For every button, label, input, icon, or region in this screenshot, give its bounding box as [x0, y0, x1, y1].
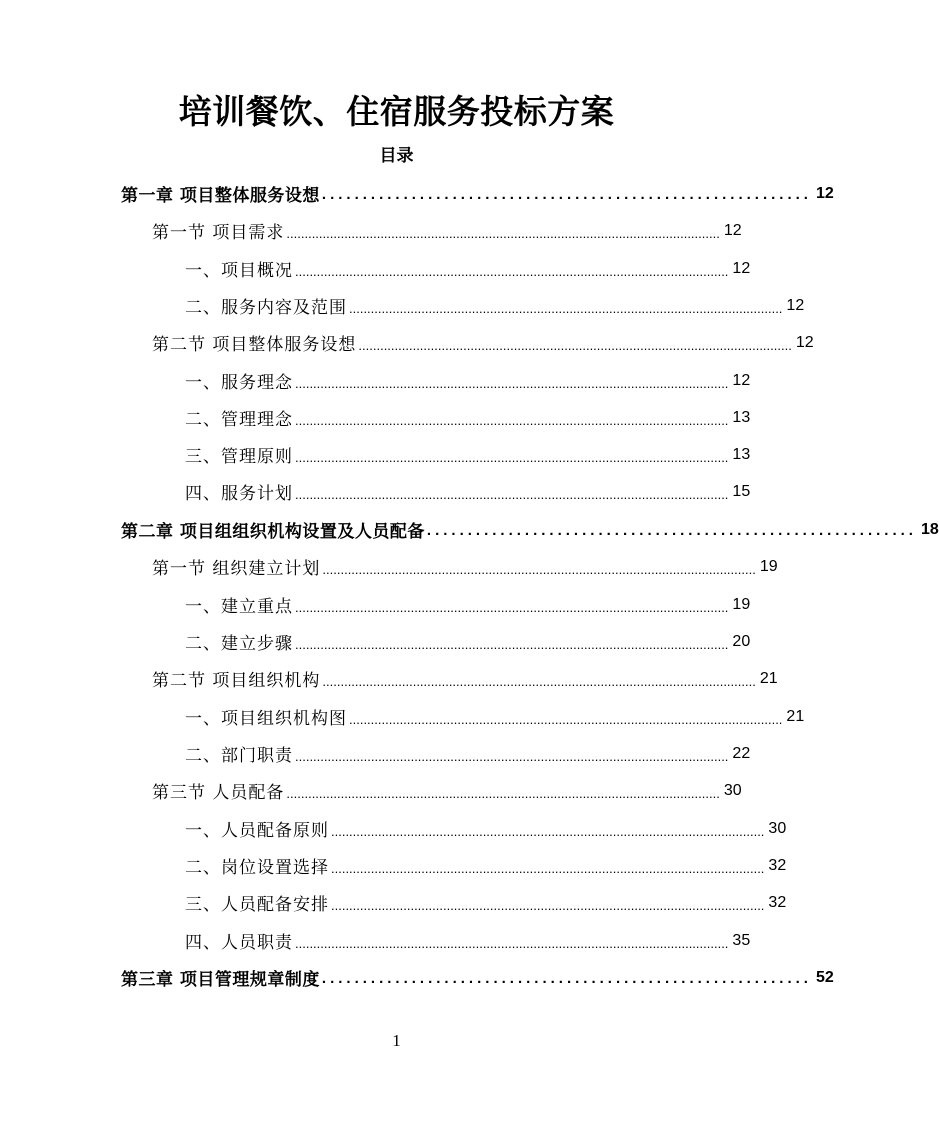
- toc-entry-label: 第一节 项目需求: [152, 223, 285, 243]
- toc-entry-page: 13: [732, 408, 751, 426]
- toc-entry-chapter[interactable]: [121, 511, 939, 548]
- toc-entry-label: 第二章 项目组组织机构设置及人员配备: [121, 522, 425, 542]
- toc-entry-page: 30: [723, 781, 742, 799]
- toc-entry-page: 12: [815, 184, 834, 202]
- toc-entry-label: 四、人员职责: [185, 933, 293, 953]
- toc-entry-page: 19: [732, 595, 751, 613]
- toc-dot-leader: ........................................................................................................................: [322, 562, 756, 577]
- toc-entry-label: 一、项目组织机构图: [185, 709, 347, 729]
- toc-entry-page: 12: [732, 259, 751, 277]
- toc-dot-leader: ........................................................................................................................: [286, 226, 720, 241]
- toc-entry-label: 一、建立重点: [185, 597, 293, 617]
- toc-entry-label: 二、服务内容及范围: [185, 298, 347, 318]
- toc-entry-page: 12: [732, 371, 751, 389]
- toc-entry-label: 二、建立步骤: [185, 634, 293, 654]
- toc-entry-subsection[interactable]: [185, 810, 787, 847]
- toc-dot-leader: ........................................................................................................................: [358, 338, 792, 353]
- toc-entry-page: 12: [795, 333, 814, 351]
- toc-entry-label: 一、人员配备原则: [185, 821, 329, 841]
- toc-entry-page: 32: [768, 893, 787, 911]
- toc-dot-leader: ........................................................................................................................: [331, 861, 765, 876]
- toc-entry-label: 二、管理理念: [185, 410, 293, 430]
- toc-dot-leader: ........................................................................................................................: [349, 712, 783, 727]
- toc-entry-section[interactable]: [152, 548, 778, 585]
- toc-dot-leader: ........................................................................................................................: [331, 824, 765, 839]
- toc-entry-page: 21: [759, 669, 778, 687]
- toc-entry-label: 第三节 人员配备: [152, 783, 285, 803]
- toc-dot-leader: ............................................................: [321, 186, 812, 203]
- toc-entry-subsection[interactable]: [185, 623, 751, 660]
- toc-entry-page: 12: [786, 296, 805, 314]
- toc-entry-subsection[interactable]: [185, 698, 805, 735]
- toc-entry-subsection[interactable]: [185, 735, 751, 772]
- toc-dot-leader: ........................................................................................................................: [295, 450, 729, 465]
- toc-entry-page: 18: [920, 520, 939, 538]
- toc-entry-page: 21: [786, 707, 805, 725]
- toc-entry-label: 三、人员配备安排: [185, 895, 329, 915]
- toc-entry-subsection[interactable]: [185, 362, 751, 399]
- toc-entry-page: 13: [732, 445, 751, 463]
- toc-dot-leader: ........................................................................................................................: [295, 413, 729, 428]
- page-number: 1: [392, 1031, 401, 1050]
- toc-entry-page: 52: [815, 968, 834, 986]
- toc-dot-leader: ........................................................................................................................: [286, 786, 720, 801]
- toc-entry-section[interactable]: [152, 660, 778, 697]
- document-title: 培训餐饮、住宿服务投标方案: [178, 92, 615, 131]
- toc-dot-leader: ........................................................................................................................: [295, 749, 729, 764]
- toc-dot-leader: ........................................................................................................................: [295, 487, 729, 502]
- toc-entry-page: 32: [768, 856, 787, 874]
- toc-entry-page: 12: [723, 221, 742, 239]
- toc-dot-leader: ........................................................................................................................: [295, 936, 729, 951]
- toc-entry-section[interactable]: [152, 772, 742, 809]
- toc-entry-label: 第二节 项目组织机构: [152, 671, 321, 691]
- toc-entry-label: 一、项目概况: [185, 261, 293, 281]
- toc-dot-leader: ........................................................................................................................: [295, 376, 729, 391]
- toc-entry-page: 19: [759, 557, 778, 575]
- toc-dot-leader: ........................................................................................................................: [331, 898, 765, 913]
- toc-entry-subsection[interactable]: [185, 586, 751, 623]
- toc-dot-leader: ........................................................................................................................: [322, 674, 756, 689]
- toc-entry-chapter[interactable]: [121, 175, 834, 212]
- toc-entry-label: 二、岗位设置选择: [185, 858, 329, 878]
- toc-entry-label: 第三章 项目管理规章制度: [121, 970, 320, 990]
- toc-entry-subsection[interactable]: [185, 287, 805, 324]
- toc-entry-page: 22: [732, 744, 751, 762]
- toc-entry-label: 三、管理原则: [185, 447, 293, 467]
- toc-entry-page: 20: [732, 632, 751, 650]
- toc-entry-label: 第一节 组织建立计划: [152, 559, 321, 579]
- toc-entry-subsection[interactable]: [185, 250, 751, 287]
- toc-entry-section[interactable]: [152, 324, 814, 361]
- toc-dot-leader: ............................................................: [426, 522, 917, 539]
- toc-heading: 目录: [379, 146, 414, 166]
- toc-entry-subsection[interactable]: [185, 473, 751, 510]
- toc-entry-subsection[interactable]: [185, 436, 751, 473]
- toc-dot-leader: ........................................................................................................................: [295, 264, 729, 279]
- toc-entry-label: 第二节 项目整体服务设想: [152, 335, 357, 355]
- toc-entry-subsection[interactable]: [185, 884, 787, 921]
- toc-entry-page: 35: [732, 931, 751, 949]
- toc-dot-leader: ........................................................................................................................: [295, 637, 729, 652]
- toc-entry-page: 30: [768, 819, 787, 837]
- toc-entry-section[interactable]: [152, 212, 742, 249]
- toc-entry-label: 第一章 项目整体服务设想: [121, 186, 320, 206]
- toc-entry-label: 四、服务计划: [185, 484, 293, 504]
- toc-dot-leader: ............................................................: [321, 970, 812, 987]
- toc-entry-label: 二、部门职责: [185, 746, 293, 766]
- toc-dot-leader: ........................................................................................................................: [349, 301, 783, 316]
- toc-dot-leader: ........................................................................................................................: [295, 600, 729, 615]
- toc-entry-chapter[interactable]: [121, 959, 834, 996]
- toc-entry-label: 一、服务理念: [185, 373, 293, 393]
- toc-entry-page: 15: [732, 482, 751, 500]
- toc-entry-subsection[interactable]: [185, 399, 751, 436]
- toc-entry-subsection[interactable]: [185, 847, 787, 884]
- toc-entry-subsection[interactable]: [185, 922, 751, 959]
